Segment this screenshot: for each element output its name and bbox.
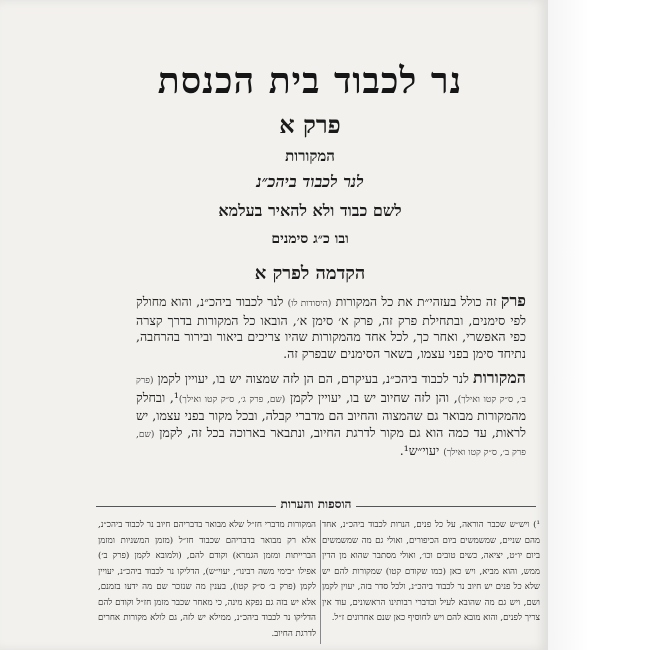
inline-reference: (היסודות לו) bbox=[287, 299, 332, 309]
intro-heading: הקדמה לפרק א bbox=[254, 263, 366, 284]
notes-title: הוספות והערות bbox=[280, 497, 352, 511]
notes-column-left: המקורות מדברי חז״ל שלא מבואר בדבריהם חיוב נר לכבוד ביהכ״נ, אלא רק מבואר בדבריהם שכבוד חז״ל (מזמן המשניות ומזמן הברייתות ומזמן הגמרא) וקודם להם, (ולמובא לקמן (פרק ב׳) אפילו ״בימי משה רבינו״, יעוי״ש), הדליקו נר לכבוד ביהכ״נ, יעויין לקמן (פרק ב׳ ס״ק קטו), בענין מה שנזכר שם מה ידעו בזמנם, אלא יש בזה גם נפקא מינה, כי מאחר שכבר מזמן חז״ל וקודם להם הדליקו נר לכבוד ביהכ״נ, ממילא יש לזה, גם לולא מקורות אחרים לדרגת החיוב. bbox=[98, 520, 316, 639]
page-title: נר לכבוד בית הכנסת bbox=[157, 60, 463, 102]
paragraph-text: , והן לזה שחיוב יש בו, יעויין לקמן bbox=[285, 389, 458, 405]
chapter-heading: פרק א bbox=[279, 110, 341, 139]
paragraph-text: ¹, ובחלק מהמקורות מבואר גם שהמצוה והחיוב הם מדברי קבלה, ובכל מקור בפני עצמו, יש לראות, עד כמה הוא גם מקור לדרגת החיוב, ונתבאר בארוכה בכל זה, לקמן bbox=[136, 389, 526, 440]
divider bbox=[96, 506, 276, 507]
candle-honor-heading: לנר לכבוד ביהכ״נ bbox=[256, 172, 364, 191]
inline-reference: (שם, פרק ג׳, ס״ק קטו ואילך) bbox=[178, 394, 286, 405]
page-edge bbox=[548, 0, 650, 650]
for-honor-heading: לשם כבוד ולא להאיר בעלמא bbox=[218, 201, 402, 220]
intro-paragraph bbox=[136, 293, 526, 362]
inline-reference: (פרק ב׳, ס״ק קטו ואילך) bbox=[136, 376, 526, 405]
sources-heading: המקורות bbox=[285, 147, 335, 165]
sources-paragraph bbox=[136, 370, 526, 462]
column-divider bbox=[320, 520, 321, 644]
notes-section-header bbox=[96, 497, 536, 517]
paragraph-text: לנר לכבוד ביהכ״נ, והוא מחולק לפי סימנים, ובתחילת פרק זה, פרק א׳ סימן א׳, הובאו כל המקורות בדרך קצרה כפי האפשרי, ואחר כך, לכל אחד מהמקורות שהיו צריכים ביאור ובירור בהרחבה, נתיחד סימן בפני עצמו, בשאר הסימנים שבפרק זה. bbox=[136, 294, 526, 361]
paragraph-lead-word: המקורות bbox=[472, 368, 526, 387]
notes-column-right: ¹) ויש״ש שכבר הוראה, על כל פנים, הנרות לכבוד ביהכ״נ, אחד מהם שניים, שמשמשים ביום הכיפורים, ואולי גם מה שמשמשים ביום יו״ט, יציאה, כשים טובים וכו׳, ואולי מסתבר שהוא מן הדין ממש, והוא מביא, ויש כאן (כמו שקודם קטו) שמקורות להם יש שלא כל פנים יש חיוב נר לכבוד ביהכ״נ, ולכל סדר בזה, יעוין לקמן ושם, ויש גם מה שהובא לעיל ובדברי רבותינו הראשונים, עוד אין צריך לפנים, והוא מובא להם ויש לחוסיף כאן שנם אחרונים ז״ל. bbox=[322, 520, 540, 623]
paragraph-text: לנר לכבוד ביהכ״נ, בעיקרם, הם הן לזה שמצוה יש בו, יעויין לקמן bbox=[153, 371, 473, 386]
simanim-count: ובו כ״ג סימנים bbox=[271, 231, 349, 247]
divider bbox=[356, 506, 536, 507]
inline-reference: (שם, פרק ב׳, ס״ק קטו ואילך) bbox=[136, 429, 526, 458]
paragraph-lead-word: פרק bbox=[500, 291, 526, 310]
paragraph-text: זה כולל בעזהי״ת את כל המקורות bbox=[331, 294, 501, 309]
paragraph-text: יעוי״ש¹. bbox=[399, 443, 444, 458]
